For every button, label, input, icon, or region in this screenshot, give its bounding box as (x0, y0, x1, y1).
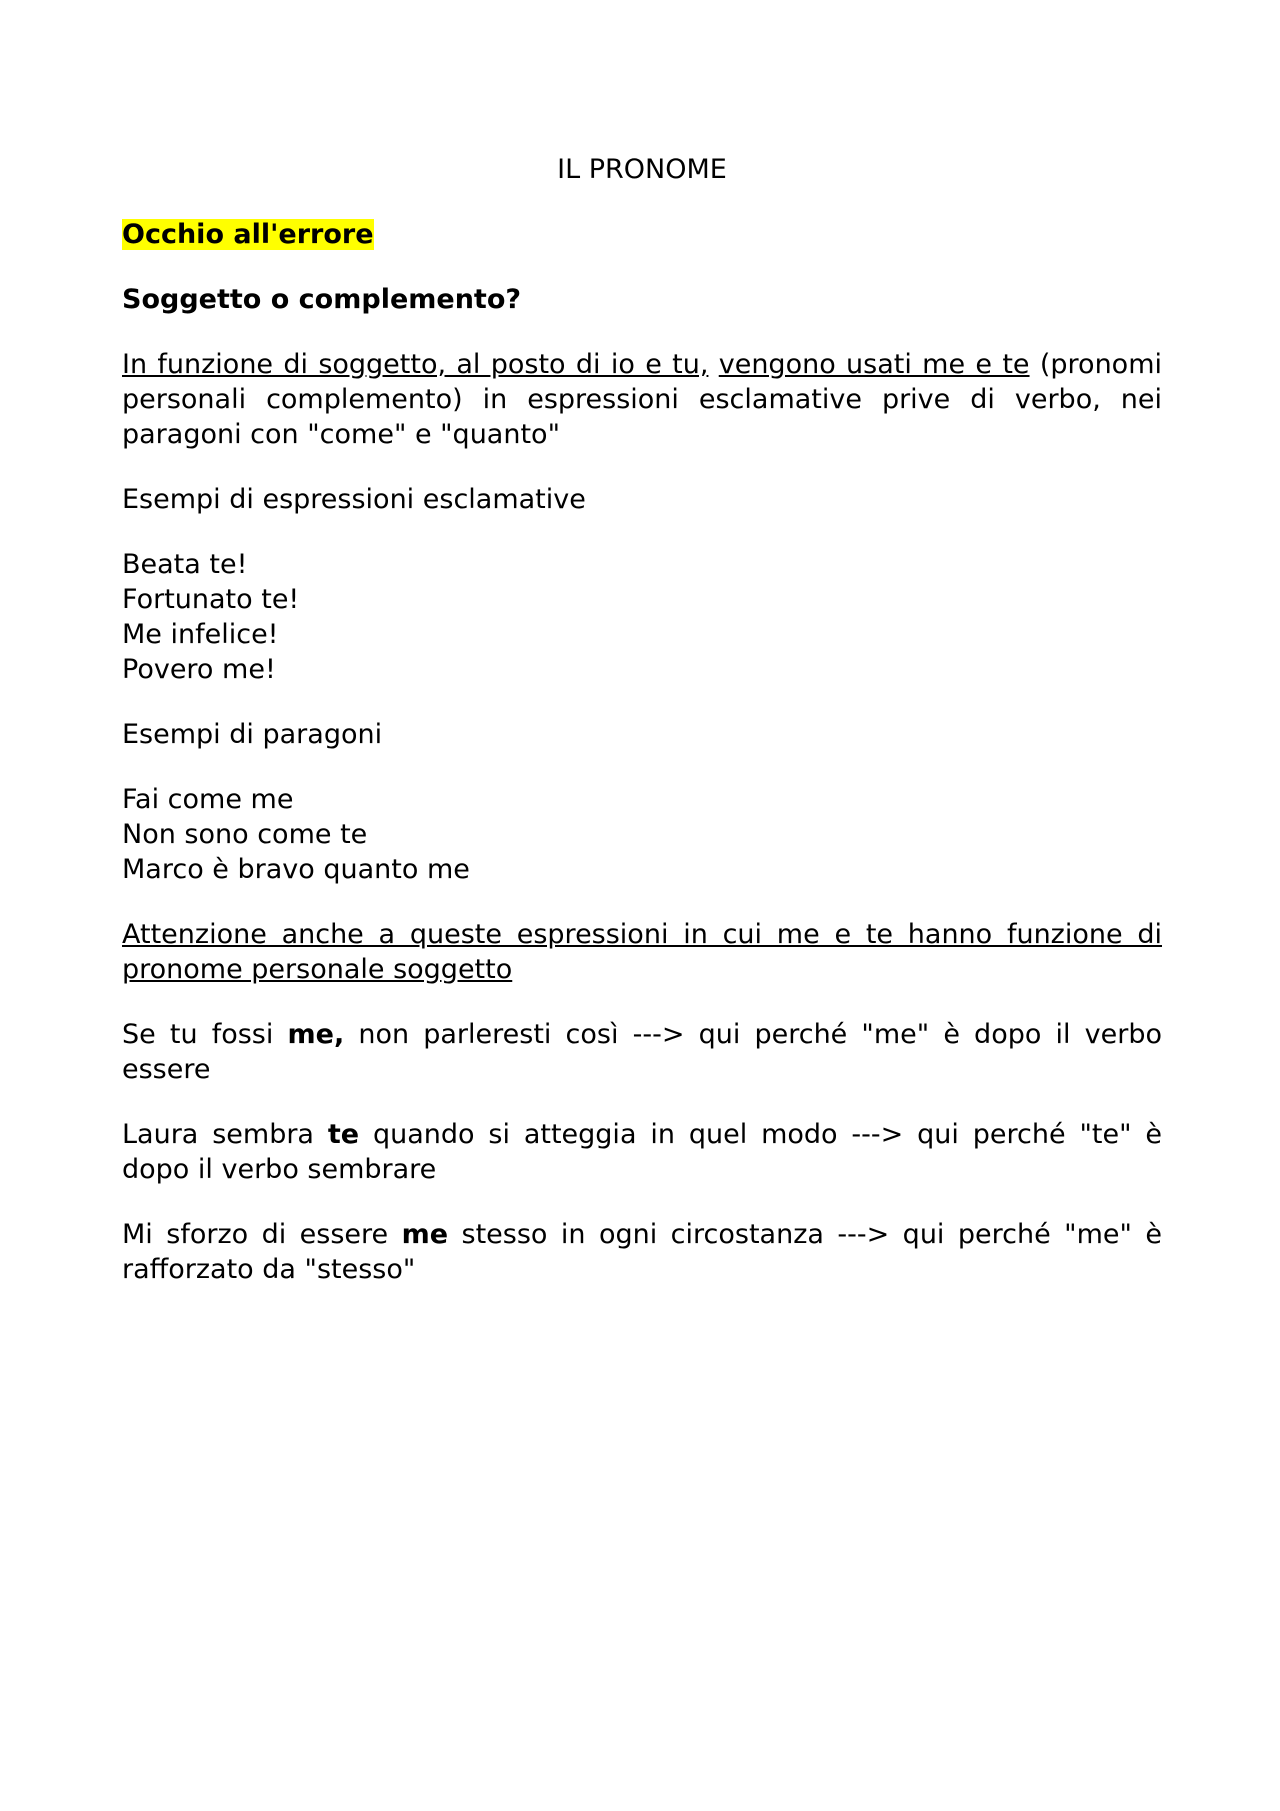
highlight-heading-paragraph (122, 217, 1162, 252)
exclamative-line: Fortunato te! (122, 584, 300, 615)
intro-rest: (pronomi personali complemento) in espressioni esclamative prive di verbo, nei paragoni con "come" e "quanto" (122, 349, 1162, 450)
comparisons-list (122, 782, 1162, 887)
example-paragraph-3 (122, 1217, 1162, 1287)
example-text: non parleresti così ---> qui perché "me" è dopo il verbo essere (122, 1019, 1162, 1085)
attention-paragraph: Attenzione anche a queste espressioni in cui me e te hanno funzione di pronome personale soggetto (122, 919, 1162, 985)
intro-underlined-2: vengono usati me e te (718, 349, 1030, 380)
intro-underlined-1: In funzione di soggetto, al posto di io e tu, (122, 349, 709, 380)
intro-space (708, 349, 718, 380)
example-text: Laura sembra (122, 1119, 328, 1150)
document-page (122, 152, 1162, 1317)
highlight-heading: Occhio all'errore (122, 219, 374, 250)
exclamatives-list (122, 547, 1162, 687)
page-title: IL PRONOME (557, 154, 727, 185)
example-bold-pronoun: me, (287, 1019, 345, 1050)
comparison-line: Marco è bravo quanto me (122, 854, 470, 885)
comparison-line: Non sono come te (122, 819, 368, 850)
exclamative-line: Beata te! (122, 549, 248, 580)
example-text: Se tu fossi (122, 1019, 288, 1050)
exclamatives-heading: Esempi di espressioni esclamative (122, 484, 586, 515)
example-text: Mi sforzo di essere (122, 1219, 402, 1250)
subheading: Soggetto o complemento? (122, 284, 522, 315)
example-text: stesso in ogni circostanza ---> qui perché "me" è rafforzato da "stesso" (122, 1219, 1162, 1285)
example-paragraph-2 (122, 1117, 1162, 1187)
example-bold-pronoun: me (401, 1219, 449, 1250)
intro-paragraph (122, 347, 1162, 452)
example-text: quando si atteggia in quel modo ---> qui perché "te" è dopo il verbo sembrare (122, 1119, 1162, 1185)
example-paragraph-1 (122, 1017, 1162, 1087)
comparison-line: Fai come me (122, 784, 294, 815)
exclamative-line: Povero me! (122, 654, 276, 685)
exclamative-line: Me infelice! (122, 619, 279, 650)
example-bold-pronoun: te (327, 1119, 360, 1150)
comparisons-heading: Esempi di paragoni (122, 719, 383, 750)
